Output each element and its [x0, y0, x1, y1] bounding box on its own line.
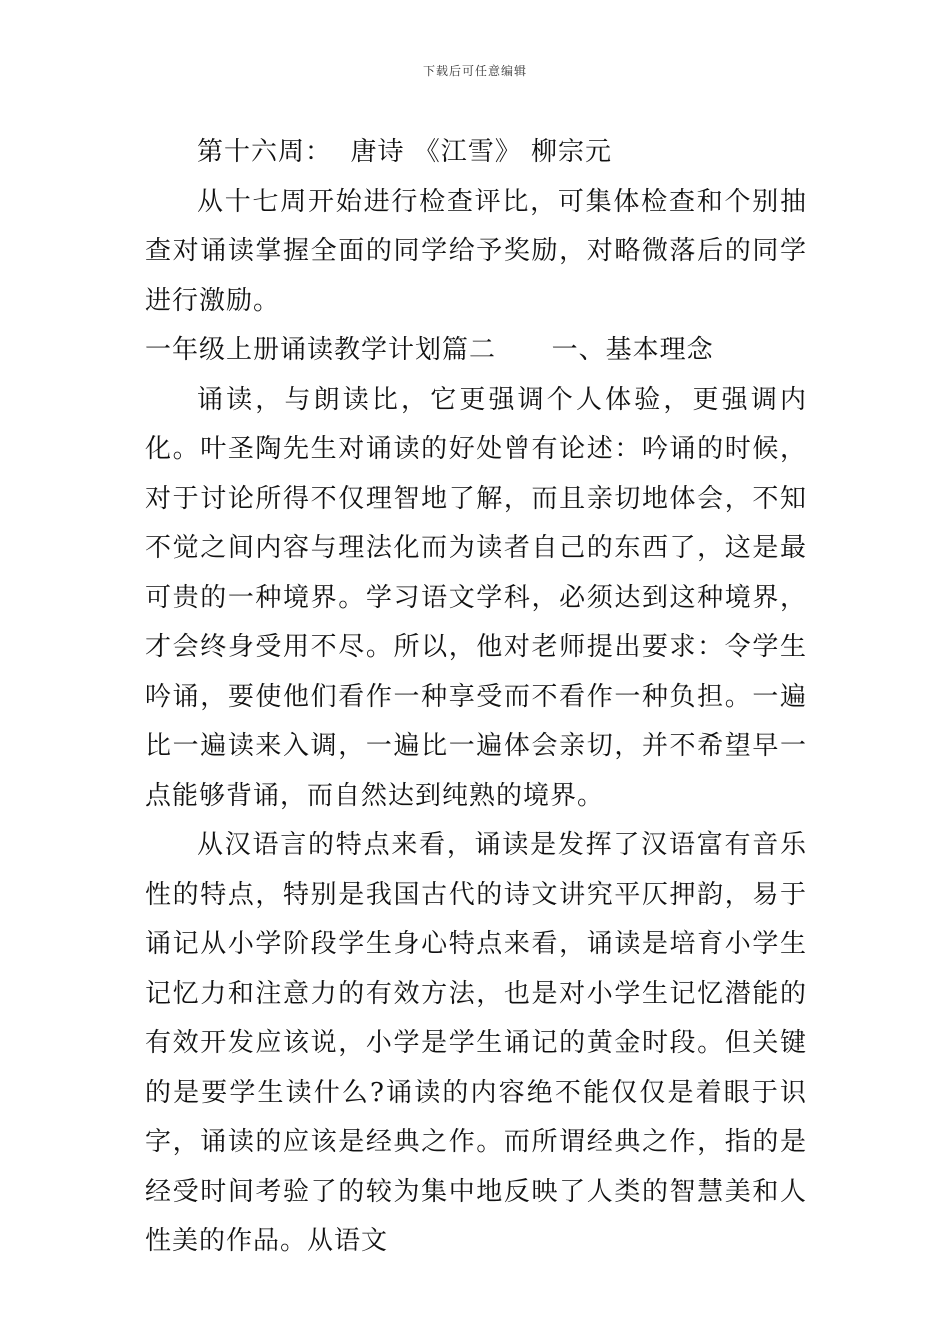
paragraph-week-sixteen: 第十六周： 唐诗 《江雪》 柳宗元	[197, 137, 613, 167]
page-header: 下载后可任意编辑	[422, 64, 527, 78]
paragraph-evaluation: 从十七周开始进行检查评比，可集体检查和个别抽查对诵读掌握全面的同学给予奖励，对略微落后的同学进行激励。	[145, 186, 807, 316]
section-heading-basic-concept: 一年级上册诵读教学计划篇二 一、基本理念	[145, 335, 714, 365]
document-body	[145, 128, 807, 1267]
paragraph-chinese-language: 从汉语言的特点来看，诵读是发挥了汉语富有音乐性的特点，特别是我国古代的诗文讲究平仄押韵，易于诵记从小学阶段学生身心特点来看，诵读是培育小学生记忆力和注意力的有效方法，也是对小学生记忆潜能的有效开发应该说，小学是学生诵记的黄金时段。但关键的是要学生读什么?诵读的内容绝不能仅仅是着眼于识字，诵读的应该是经典之作。而所谓经典之作，指的是经受时间考验了的较为集中地反映了人类的智慧美和人性美的作品。从语文	[145, 830, 807, 1256]
paragraph-recitation-intro: 诵读，与朗读比，它更强调个人体验，更强调内化。叶圣陶先生对诵读的好处曾有论述：吟诵的时候，对于讨论所得不仅理智地了解，而且亲切地体会，不知不觉之间内容与理法化而为读者自己的东西了，这是最可贵的一种境界。学习语文学科，必须达到这种境界，才会终身受用不尽。所以，他对老师提出要求：令学生吟诵，要使他们看作一种享受而不看作一种负担。一遍比一遍读来入调，一遍比一遍体会亲切，并不希望早一点能够背诵，而自然达到纯熟的境界。	[145, 384, 807, 811]
